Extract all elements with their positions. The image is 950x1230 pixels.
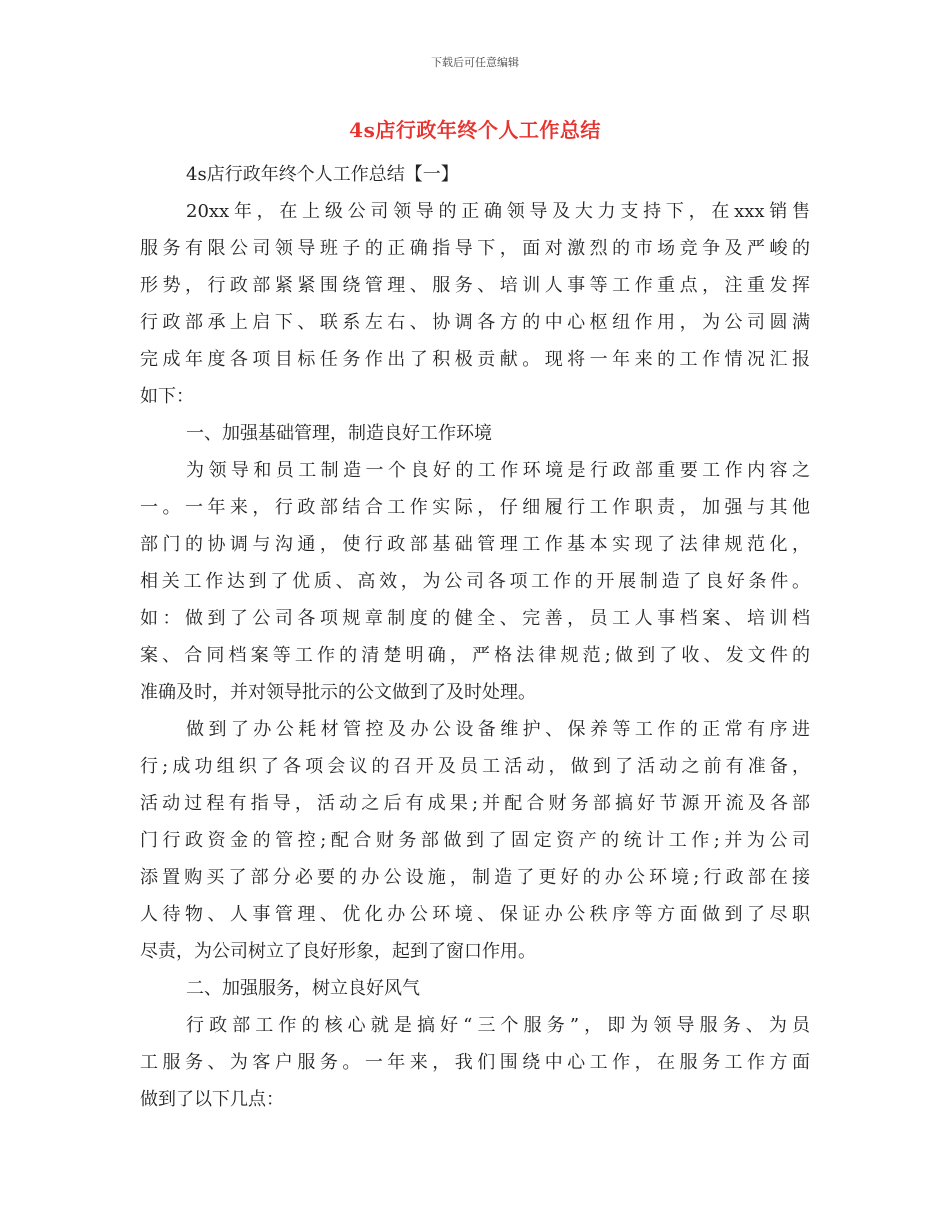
section-heading: 4s店行政年终个人工作总结【一】 — [186, 164, 459, 185]
header-note: 下载后可任意编辑 — [431, 56, 519, 69]
paragraph-line: 做到了以下几点： — [140, 1089, 284, 1110]
paragraph-line: 20xx年，在上级公司领导的正确领导及大力支持下，在xxx销售 — [186, 201, 810, 222]
paragraph-line: 门行政资金的管控;配合财务部做到了固定资产的统计工作;并为公司 — [140, 830, 810, 851]
paragraph-line: 准确及时，并对领导批示的公文做到了及时处理。 — [140, 682, 536, 703]
paragraph-line: 行政部承上启下、联系左右、协调各方的中心枢纽作用，为公司圆满 — [140, 312, 810, 333]
paragraph-service — [140, 1007, 810, 1118]
paragraph-office — [140, 711, 810, 970]
paragraph-line: 行政部工作的核心就是搞好“三个服务”，即为领导服务、为员 — [186, 1015, 810, 1036]
paragraph-environment — [140, 452, 810, 711]
document-title: 4s店行政年终个人工作总结 — [349, 118, 601, 142]
paragraph-line: 形势，行政部紧紧围绕管理、服务、培训人事等工作重点，注重发挥 — [140, 275, 810, 296]
paragraph-line: 如下： — [140, 386, 194, 407]
paragraph-line: 完成年度各项目标任务作出了积极贡献。现将一年来的工作情况汇报 — [140, 349, 810, 370]
paragraph-line: 部门的协调与沟通，使行政部基础管理工作基本实现了法律规范化， — [140, 534, 810, 555]
paragraph-line: 尽责，为公司树立了良好形象，起到了窗口作用。 — [140, 941, 536, 962]
paragraph-line: 如：做到了公司各项规章制度的健全、完善，员工人事档案、培训档 — [140, 608, 810, 629]
paragraph-line: 人待物、人事管理、优化办公环境、保证办公秩序等方面做到了尽职 — [140, 904, 810, 925]
paragraph-line: 工服务、为客户服务。一年来，我们围绕中心工作，在服务工作方面 — [140, 1052, 810, 1073]
heading-two: 二、加强服务，树立良好风气 — [186, 978, 420, 999]
document-body — [140, 156, 810, 1118]
paragraph-line: 一。一年来，行政部结合工作实际，仔细履行工作职责，加强与其他 — [140, 497, 810, 518]
paragraph-line: 做到了办公耗材管控及办公设备维护、保养等工作的正常有序进 — [186, 719, 810, 740]
heading-one: 一、加强基础管理，制造良好工作环境 — [186, 423, 492, 444]
paragraph-line: 案、合同档案等工作的清楚明确，严格法律规范;做到了收、发文件的 — [140, 645, 810, 666]
paragraph-line: 添置购买了部分必要的办公设施，制造了更好的办公环境;行政部在接 — [140, 867, 810, 888]
paragraph-line: 活动过程有指导，活动之后有成果;并配合财务部搞好节源开流及各部 — [140, 793, 810, 814]
paragraph-line: 服务有限公司领导班子的正确指导下，面对激烈的市场竞争及严峻的 — [140, 238, 810, 259]
paragraph-line: 行;成功组织了各项会议的召开及员工活动，做到了活动之前有准备， — [140, 756, 810, 777]
paragraph-line: 为领导和员工制造一个良好的工作环境是行政部重要工作内容之 — [186, 460, 810, 481]
paragraph-intro — [140, 193, 810, 415]
paragraph-line: 相关工作达到了优质、高效，为公司各项工作的开展制造了良好条件。 — [140, 571, 810, 592]
